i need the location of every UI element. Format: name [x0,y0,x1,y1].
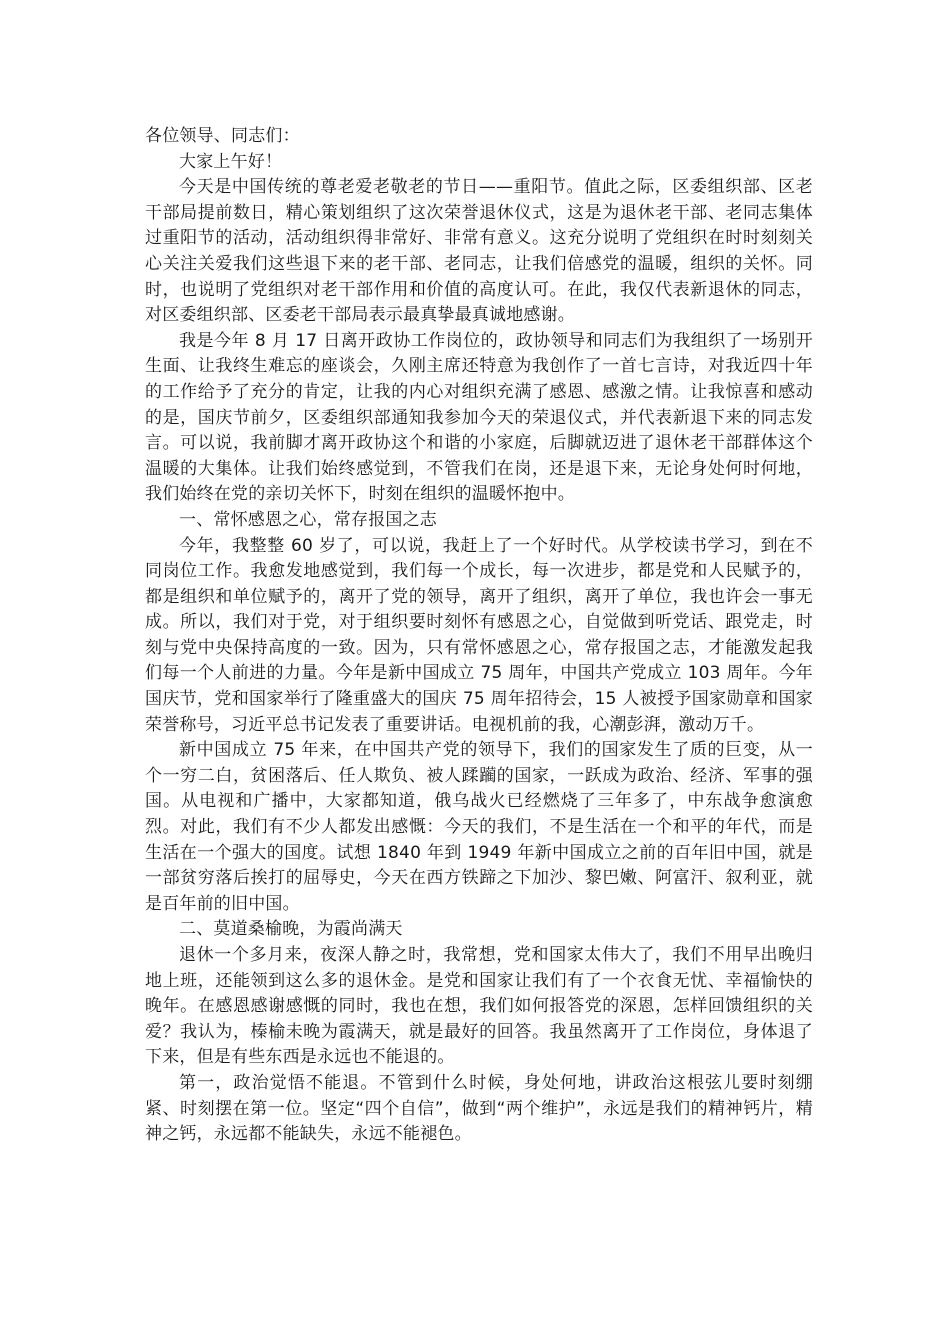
paragraph-retirement-story: 我是今年 8 月 17 日离开政协工作岗位的，政协领导和同志们为我组织了一场别开生面、让我终生难忘的座谈会，久刚主席还特意为我创作了一首七言诗，对我近四十年的工作给予了充分的肯定，让我的内心对组织充满了感恩、感激之情。让我惊喜和感动的是，国庆节前夕，区委组织部通知我参加今天的荣退仪式，并代表新退下来的同志发言。可以说，我前脚才离开政协这个和谐的小家庭，后脚就迈进了退休老干部群体这个温暖的大集体。让我们始终感觉到，不管我们在岗，还是退下来，无论身处何时何地，我们始终在党的亲切关怀下，时刻在组织的温暖怀抱中。 [145,330,813,505]
greeting: 大家上午好！ [179,151,283,172]
section-heading-1: 一、常怀感恩之心，常存报国之志 [179,509,437,530]
paragraph-retirement-reflection: 退休一个多月来，夜深人静之时，我常想，党和国家太伟大了，我们不用早出晚归地上班，还能领到这么多的退休金。是党和国家让我们有了一个衣食无忧、幸福愉快的晚年。在感恩感谢感慨的同时，我也在想，我们如何报答党的深恩，怎样回馈组织的关爱？我认为，榛榆未晚为霞满天，就是最好的回答。我虽然离开了工作岗位，身体退了下来，但是有些东西是永远也不能退的。 [145,945,813,1068]
paragraph-new-china: 新中国成立 75 年来，在中国共产党的领导下，我们的国家发生了质的巨变，从一个一穷二白，贫困落后、任人欺负、被人蹂躏的国家，一跃成为政治、经济、军事的强国。从电视和广播中，大家都知道，俄乌战火已经燃烧了三年多了，中东战争愈演愈烈。对此，我们有不少人都发出感慨：今天的我们，不是生活在一个和平的年代，而是生活在一个强大的国度。试想 1840 年到 1949 年新中国成立之前的百年旧中国，就是一部贫穷落后挨打的屈辱史，今天在西方铁蹄之下加沙、黎巴嫩、阿富汗、叙利亚，就是百年前的旧中国。 [145,740,813,914]
paragraph-gratitude: 今年，我整整 60 岁了，可以说，我赶上了一个好时代。从学校读书学习，到在不同岗位工作。我愈发地感觉到，我们每一个成长，每一次进步，都是党和人民赋予的，都是组织和单位赋予的，离开了党的领导，离开了组织，离开了单位，我也许会一事无成。所以，我们对于党，对于组织要时刻怀有感恩之心，自觉做到听党话、跟党走，时刻与党中央保持高度的一致。因为，只有常怀感恩之心，常存报国之志，才能激发起我们每一个人前进的力量。今年是新中国成立 75 周年，中国共产党成立 103 周年。今年国庆节，党和国家举行了隆重盛大的国庆 75 周年招待会，15 人被授予国家勋章和国家荣誉称号，习近平总书记发表了重要讲话。电视机前的我，心潮彭湃，激动万千。 [145,535,813,735]
document-page [145,124,813,1148]
paragraph-political-awareness: 第一，政治觉悟不能退。不管到什么时候，身处何地，讲政治这根弦儿要时刻绷紧、时刻摆在第一位。坚定“四个自信”，做到“两个维护”，永远是我们的精神钙片，精神之钙，永远都不能缺失，永远不能褪色。 [145,1072,813,1145]
paragraph-festival-thanks: 今天是中国传统的尊老爱老敬老的节日——重阳节。值此之际，区委组织部、区老干部局提前数日，精心策划组织了这次荣誉退休仪式，这是为退休老干部、老同志集体过重阳节的活动，活动组织得非常好、非常有意义。这充分说明了党组织在时时刻刻关心关注关爱我们这些退下来的老干部、老同志，让我们倍感党的温暖，组织的关怀。同时，也说明了党组织对老干部作用和价值的高度认可。在此，我仅代表新退休的同志，对区委组织部、区委老干部局表示最真挚最真诚地感谢。 [145,177,813,326]
salutation: 各位领导、同志们： [145,126,300,146]
section-heading-2: 二、莫道桑榆晚，为霞尚满天 [179,919,403,940]
